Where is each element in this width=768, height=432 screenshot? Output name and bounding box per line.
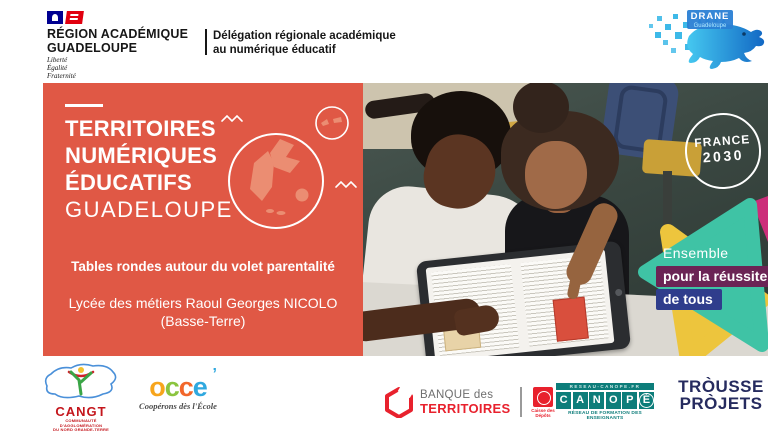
venue-line1: Lycée des métiers Raoul Georges NICOLO	[68, 295, 338, 311]
france-2030-line2: 2030	[702, 146, 745, 166]
header-bar	[0, 0, 768, 83]
canope-logo	[556, 383, 654, 421]
canope-letter: A	[573, 392, 588, 409]
france-2030-badge	[682, 110, 763, 191]
banque-des-territoires-logo	[384, 382, 556, 422]
banque-line2: TERRITOIRES	[420, 400, 511, 416]
partner-logos-bar	[0, 356, 768, 432]
canope-letter-accent	[639, 392, 654, 409]
header-divider	[205, 29, 207, 55]
occe-letter-o: o	[149, 372, 165, 402]
tne-title-region: GUADELOUPE	[65, 197, 233, 222]
ensemble-line3: de tous	[656, 289, 722, 310]
delegation-title	[213, 29, 396, 57]
logo-divider	[520, 387, 522, 417]
occe-logo	[126, 366, 230, 411]
hexagon-icon	[384, 386, 414, 418]
title-dash	[65, 104, 103, 107]
motto-egalite: Égalité	[47, 64, 68, 72]
cangt-sub-line1: COMMUNAUTÉ	[65, 418, 97, 423]
event-venue	[43, 294, 363, 330]
occe-letter-c2: c	[178, 372, 193, 402]
canope-letter: P	[622, 392, 637, 409]
canope-letter-boxes	[556, 392, 654, 409]
canope-letter-e: É	[639, 393, 654, 408]
cangt-logo	[36, 360, 126, 432]
iguana-icon	[645, 2, 765, 74]
wave-squiggle-icon	[336, 182, 356, 187]
caisse-des-depots-label: Caisse des Dépôts	[531, 407, 555, 418]
classroom-photo	[363, 83, 768, 356]
cangt-map-icon	[41, 360, 121, 402]
republic-motto	[47, 56, 76, 80]
guadeloupe-map-illustration	[208, 99, 358, 239]
region-academique-title	[47, 27, 188, 55]
occe-accent-icon: ’	[212, 366, 216, 383]
wave-squiggle-icon	[222, 116, 242, 121]
canope-letter: N	[589, 392, 604, 409]
drane-logo	[645, 2, 765, 74]
girl-hair-bun	[513, 83, 569, 133]
delegation-line1: Délégation régionale académique	[213, 30, 396, 42]
tne-title-line3: ÉDUCATIFS	[65, 170, 192, 195]
cangt-sub-line3: DU NORD GRANDE-TERRE	[53, 427, 109, 432]
canope-tagline: RÉSEAU DE FORMATION DES ENSEIGNANTS	[568, 410, 642, 421]
french-republic-flag-icon	[47, 11, 87, 25]
banque-line1: BANQUE des	[420, 388, 494, 401]
france-2030-line1: FRANCE	[693, 132, 751, 150]
tne-banner-panel	[43, 83, 363, 356]
tne-title-line1: TERRITOIRES	[65, 116, 216, 141]
drane-region: Guadeloupe	[693, 23, 727, 29]
caisse-des-depots-icon	[533, 387, 553, 407]
canope-letter: C	[556, 392, 571, 409]
ebook-red-cover	[553, 297, 589, 342]
drane-name: DRANE	[690, 11, 730, 22]
occe-letter-e: e	[192, 372, 207, 402]
event-title: Tables rondes autour du volet parentalité	[71, 259, 335, 274]
cangt-subtext	[36, 419, 126, 432]
tne-title-line2: NUMÉRIQUES	[65, 143, 218, 168]
banque-text	[420, 389, 510, 416]
trousse-line1: TRÒUSSE	[678, 377, 764, 396]
motto-liberte: Liberté	[47, 56, 68, 64]
region-line2: GUADELOUPE	[47, 41, 138, 55]
cangt-acronym: CANGT	[55, 404, 107, 419]
canope-url-strip: RESEAU-CANOPE.FR	[556, 383, 654, 390]
occe-letters	[126, 366, 230, 402]
venue-line2: (Basse-Terre)	[160, 313, 246, 329]
caisse-des-depots-logo	[530, 387, 556, 418]
ensemble-line1: Ensemble	[663, 245, 729, 261]
delegation-line2: au numérique éducatif	[213, 44, 336, 56]
region-line1: RÉGION ACADÉMIQUE	[47, 27, 189, 41]
flag-blue-block	[47, 11, 63, 24]
cangt-sub-line2: D'AGGLOMÉRATION	[59, 422, 103, 428]
trousse-line2: PRÒJETS	[679, 394, 763, 413]
ensemble-line2: pour la réussite	[656, 266, 768, 287]
ebook-right-page	[521, 255, 609, 347]
motto-fraternite: Fraternité	[47, 72, 76, 80]
canope-letter: O	[606, 392, 621, 409]
trousse-a-projets-logo	[676, 378, 766, 412]
occe-letter-c1: c	[164, 372, 179, 402]
occe-tagline: Coopérons dès l'École	[139, 401, 217, 411]
flag-red-block	[65, 11, 84, 24]
